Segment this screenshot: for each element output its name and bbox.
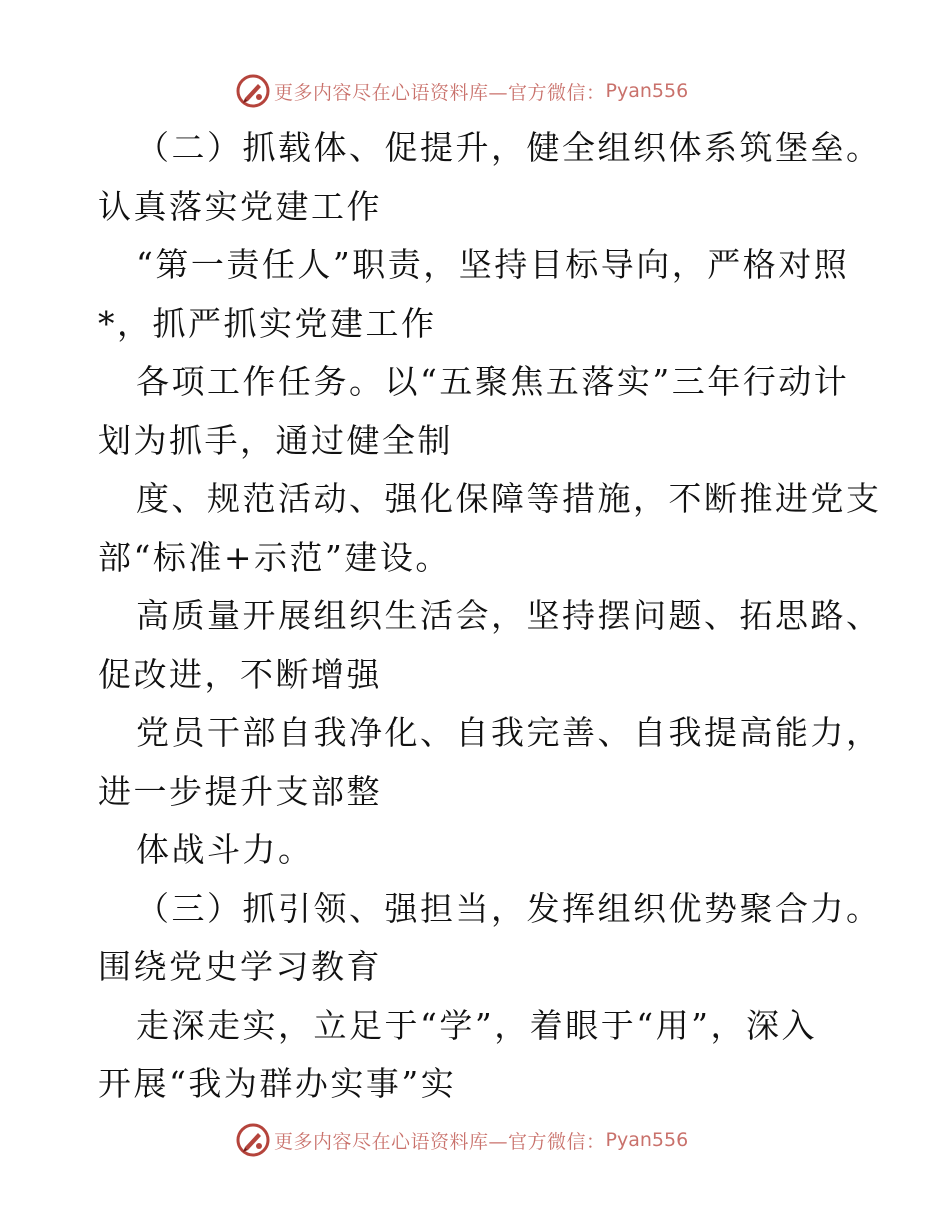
paragraph-line: 促改进，不断增强 [98, 654, 382, 694]
pen-seal-icon [236, 1123, 270, 1157]
header-watermark [236, 74, 688, 108]
paragraph-line: 部“标准+示范”建设。 [98, 537, 451, 577]
paragraph-line: 围绕党史学习教育 [98, 947, 382, 986]
paragraph-line: （三）抓引领、强担当，发挥组织优势聚合力。 [136, 888, 882, 928]
paragraph-line: （二）抓载体、促提升，健全组织体系筑堡垒。 [136, 128, 882, 167]
paragraph-line: 进一步提升支部整 [98, 771, 382, 811]
document-body [98, 119, 882, 1114]
paragraph-line: 高质量开展组织生活会，坚持摆问题、拓思路、 [136, 596, 882, 635]
paragraph-line: 党员干部自我净化、自我完善、自我提高能力， [136, 713, 882, 752]
paragraph-line: 体战斗力。 [136, 830, 314, 869]
watermark-wechat-id: Pyan556 [605, 80, 689, 102]
paragraph-line: “第一责任人”职责，坚持目标导向，严格对照 [136, 245, 850, 284]
watermark-text: 更多内容尽在心语资料库—官方微信： [274, 1130, 606, 1153]
paragraph-line: 划为抓手，通过健全制 [98, 420, 453, 460]
paragraph-line: 各项工作任务。以“五聚焦五落实”三年行动计 [136, 362, 850, 401]
paragraph-line: 认真落实党建工作 [98, 186, 382, 226]
pen-seal-icon [236, 74, 270, 108]
watermark-text: 更多内容尽在心语资料库—官方微信： [274, 81, 606, 104]
paragraph-line: 度、规范活动、强化保障等措施，不断推进党支 [136, 479, 882, 518]
footer-watermark [236, 1123, 688, 1157]
paragraph-line: 开展“我为群办实事”实 [98, 1064, 457, 1103]
watermark-wechat-id: Pyan556 [605, 1129, 689, 1151]
paragraph-line: 走深走实，立足于“学”，着眼于“用”，深入 [136, 1005, 817, 1045]
paragraph-line: *，抓严抓实党建工作 [98, 303, 437, 343]
